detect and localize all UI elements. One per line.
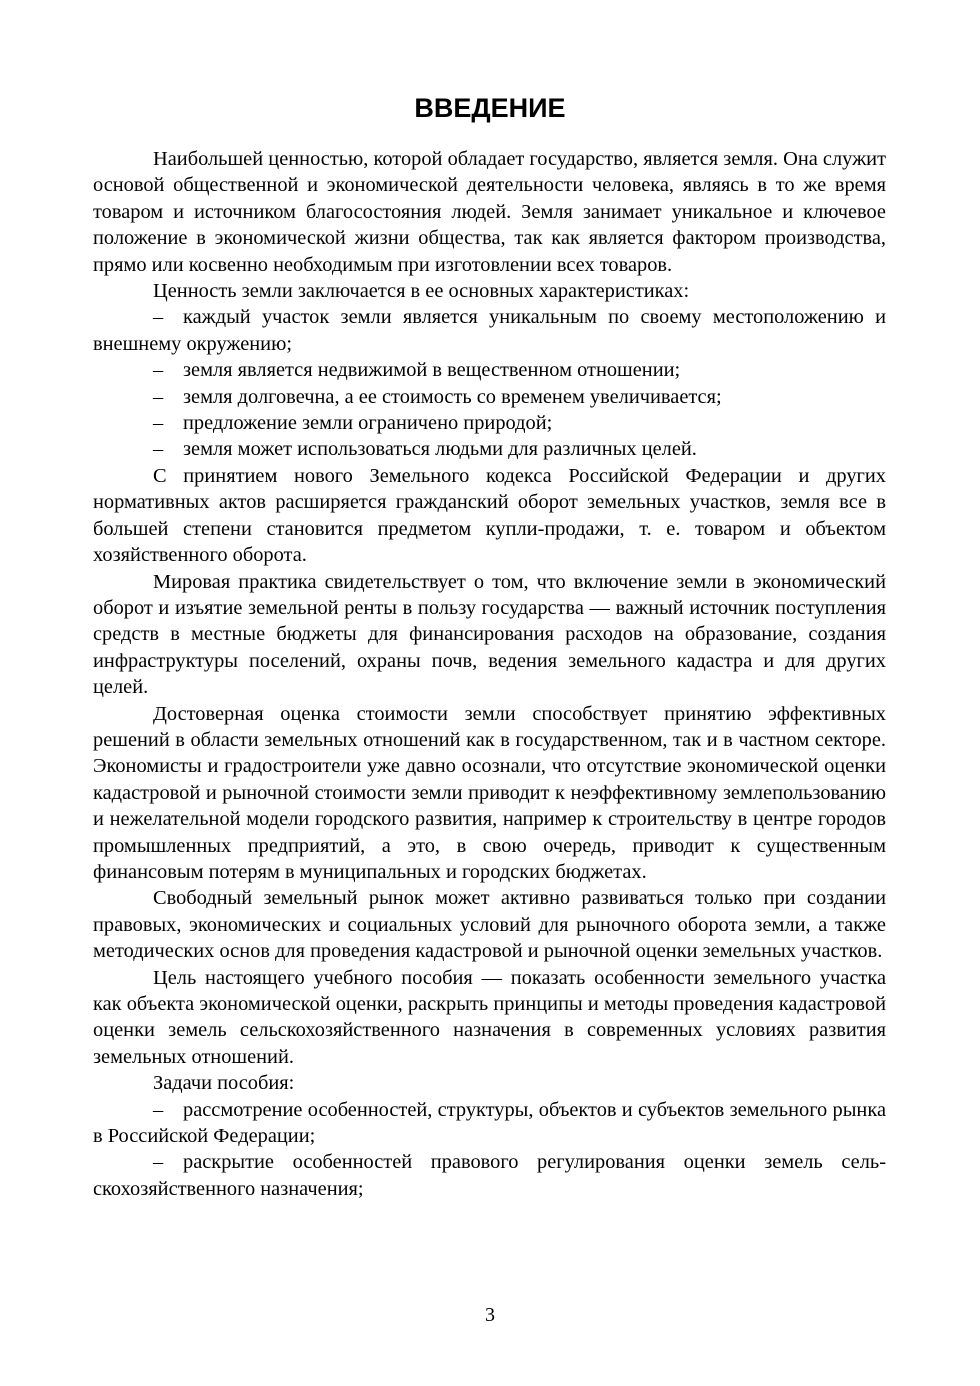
list-item-text: каждый участок земли является уникальным по своему местоположению и внешнему окружению; bbox=[93, 306, 886, 355]
list-dash: – bbox=[153, 1151, 164, 1174]
list-item-task bbox=[93, 1097, 886, 1150]
paragraph-goal: Цель настоящего учебного пособия — показать особенности земельного участка как объекта экономической оценки, раскрыть принципы и методы проведения кадастровой оценки земель сельскохозяйственного назначения в современных условиях развития земельных отношений. bbox=[93, 966, 886, 1068]
list-item-text: рассмотрение особенностей, структуры, объектов и субъектов земельного рынка в Российской Федерации; bbox=[93, 1098, 886, 1148]
paragraph-intro: Наибольшей ценностью, которой обладает государство, является земля. Она служит основой общественной и экономической деятельности человека, являясь в то же время товаром и источником благосостояния людей. Земля занимает уникальное и ключевое положение в экономической жизни общества, так как является фактором производства, прямо или косвенно необходимым при изготовлении всех товаров. bbox=[93, 148, 886, 276]
paragraph-world-practice: Мировая практика свидетельствует о том, что включение земли в экономический оборот и изъятие земельной ренты в пользу государства — важный источник поступления средств в местные бюджеты для финансирования расходов на образование, создания инфраструктуры поселений, охраны почв, ведения земельного кадастра и для других целей. bbox=[93, 570, 886, 699]
list-item-characteristic bbox=[93, 410, 886, 436]
list-dash: – bbox=[153, 1098, 164, 1121]
list-dash: – bbox=[153, 306, 164, 329]
page-number: 3 bbox=[485, 1304, 495, 1326]
list-item-text: раскрытие особенностей правового регулирования оценки земель сельскохозяйственного назначения; bbox=[93, 1151, 886, 1200]
list-item-characteristic bbox=[93, 384, 886, 410]
list-item-characteristic bbox=[93, 304, 886, 357]
list-item-text: земля может использоваться людьми для различных целей. bbox=[183, 438, 697, 461]
list-item-characteristic bbox=[93, 436, 886, 462]
list-dash: – bbox=[153, 359, 164, 382]
list-item-text: предложение земли ограничено природой; bbox=[183, 412, 553, 435]
paragraph-free-market: Свободный земельный рынок может активно развиваться только при создании правовых, экономических и социальных условий для рыночного оборота земли, а также методических основ для проведения кадастровой и рыночной оценки земельных участков. bbox=[93, 887, 886, 963]
list-item-text: земля долговечна, а ее стоимость со временем увеличивается; bbox=[183, 385, 722, 408]
paragraph-valuation: Достоверная оценка стоимости земли способствует принятию эффективных решений в области земельных отношений как в государственном, так и в частном секторе. Экономисты и градостроители уже давно осознали, что отсутствие экономической оценки кадастровой и рыночной стоимости земли приводит к неэффективному землепользованию и нежелательной модели городского развития, например к строительству в центре городов промышленных предприятий, а это, в свою очередь, приводит к существенным финансовым потерям в муниципальных и городских бюджетах. bbox=[93, 702, 886, 883]
list-dash: – bbox=[153, 438, 164, 461]
list-item-characteristic bbox=[93, 357, 886, 383]
list-dash: – bbox=[153, 412, 164, 435]
body-text bbox=[93, 146, 886, 1202]
list-dash: – bbox=[153, 385, 164, 408]
list-item-text: земля является недвижимой в вещественном отношении; bbox=[183, 359, 681, 382]
paragraph-characteristics-lead: Ценность земли заключается в ее основных характеристиках: bbox=[153, 280, 690, 303]
page-title: ВВЕДЕНИЕ bbox=[414, 93, 566, 123]
list-item-task bbox=[93, 1149, 886, 1202]
paragraph-tasks-lead: Задачи пособия: bbox=[153, 1072, 295, 1095]
paragraph-land-code: С принятием нового Земельного кодекса Российской Федерации и других нормативных актов расширяется гражданский оборот земельных участков, земля все в большей степени становится предметом купли-продажи, т. е. товаром и объектом хозяйственного оборота. bbox=[93, 464, 886, 567]
